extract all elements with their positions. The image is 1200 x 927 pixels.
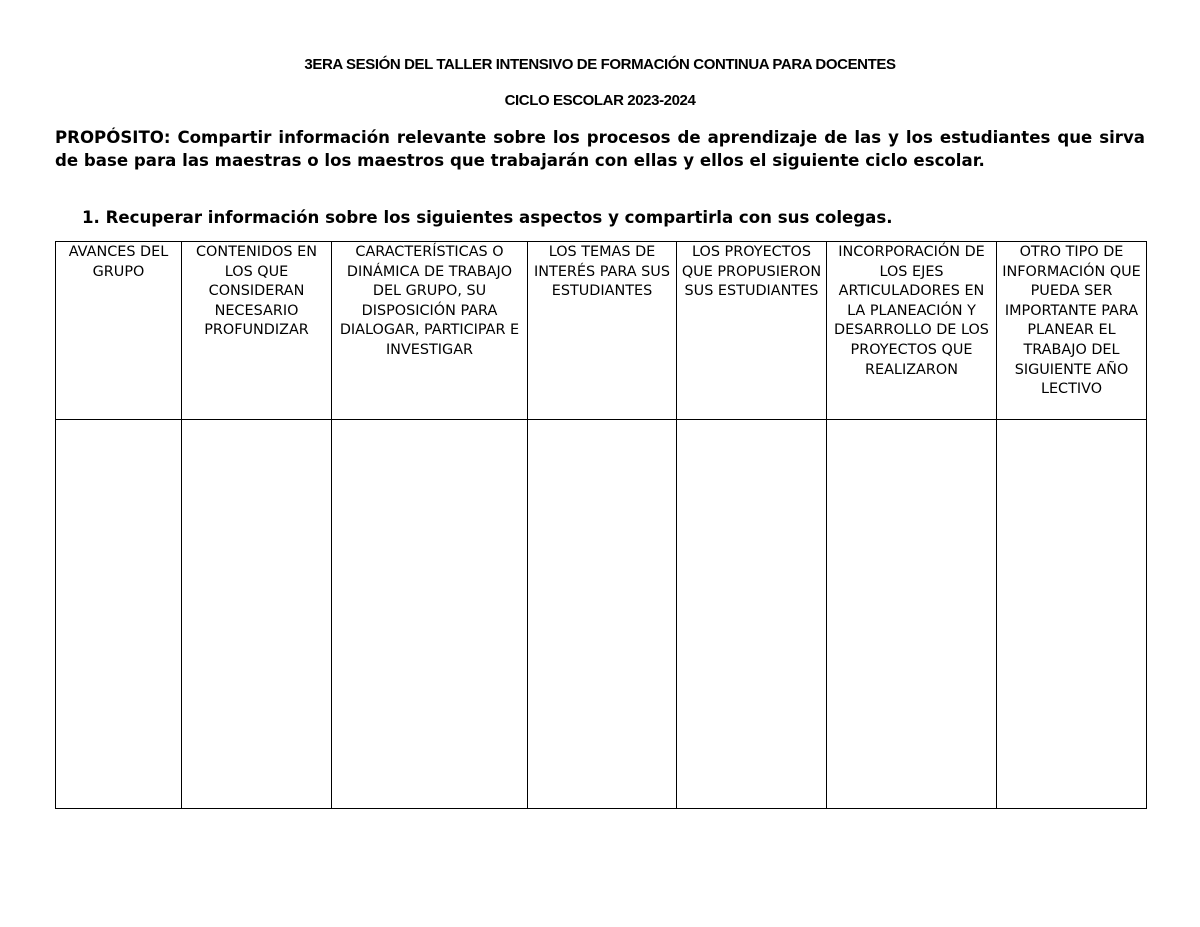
column-header-temas: LOS TEMAS DE INTERÉS PARA SUS ESTUDIANTES — [528, 242, 677, 420]
column-header-avances: AVANCES DEL GRUPO — [56, 242, 182, 420]
table-cell-caracteristicas[interactable] — [332, 420, 528, 809]
table-cell-temas[interactable] — [528, 420, 677, 809]
column-header-proyectos: LOS PROYECTOS QUE PROPUSIERON SUS ESTUDIANTES — [677, 242, 827, 420]
document-subtitle: CICLO ESCOLAR 2023-2024 — [504, 92, 696, 109]
instruction-item: 1. Recuperar información sobre los siguientes aspectos y compartirla con sus colegas. — [82, 208, 893, 227]
table-cell-ejes[interactable] — [827, 420, 997, 809]
table-header-row — [56, 242, 1147, 420]
column-header-contenidos: CONTENIDOS EN LOS QUE CONSIDERAN NECESARIO PROFUNDIZAR — [182, 242, 332, 420]
column-header-caracteristicas: CARACTERÍSTICAS O DINÁMICA DE TRABAJO DEL GRUPO, SU DISPOSICIÓN PARA DIALOGAR, PARTICIPAR E INVESTIGAR — [332, 242, 528, 420]
column-header-otro: OTRO TIPO DE INFORMACIÓN QUE PUEDA SER IMPORTANTE PARA PLANEAR EL TRABAJO DEL SIGUIENTE AÑO LECTIVO — [997, 242, 1147, 420]
document-title: 3ERA SESIÓN DEL TALLER INTENSIVO DE FORMACIÓN CONTINUA PARA DOCENTES — [304, 56, 896, 73]
table-row — [56, 420, 1147, 809]
table-cell-proyectos[interactable] — [677, 420, 827, 809]
purpose-paragraph: PROPÓSITO: Compartir información relevante sobre los procesos de aprendizaje de las y los estudiantes que sirva de base para las maestras o los maestros que trabajarán con ellas y ellos el siguiente ciclo escolar. — [55, 128, 1145, 170]
column-header-ejes: INCORPORACIÓN DE LOS EJES ARTICULADORES EN LA PLANEACIÓN Y DESARROLLO DE LOS PROYECTOS QUE REALIZARON — [827, 242, 997, 420]
table-cell-otro[interactable] — [997, 420, 1147, 809]
information-table — [55, 241, 1147, 809]
table-cell-avances[interactable] — [56, 420, 182, 809]
table-cell-contenidos[interactable] — [182, 420, 332, 809]
